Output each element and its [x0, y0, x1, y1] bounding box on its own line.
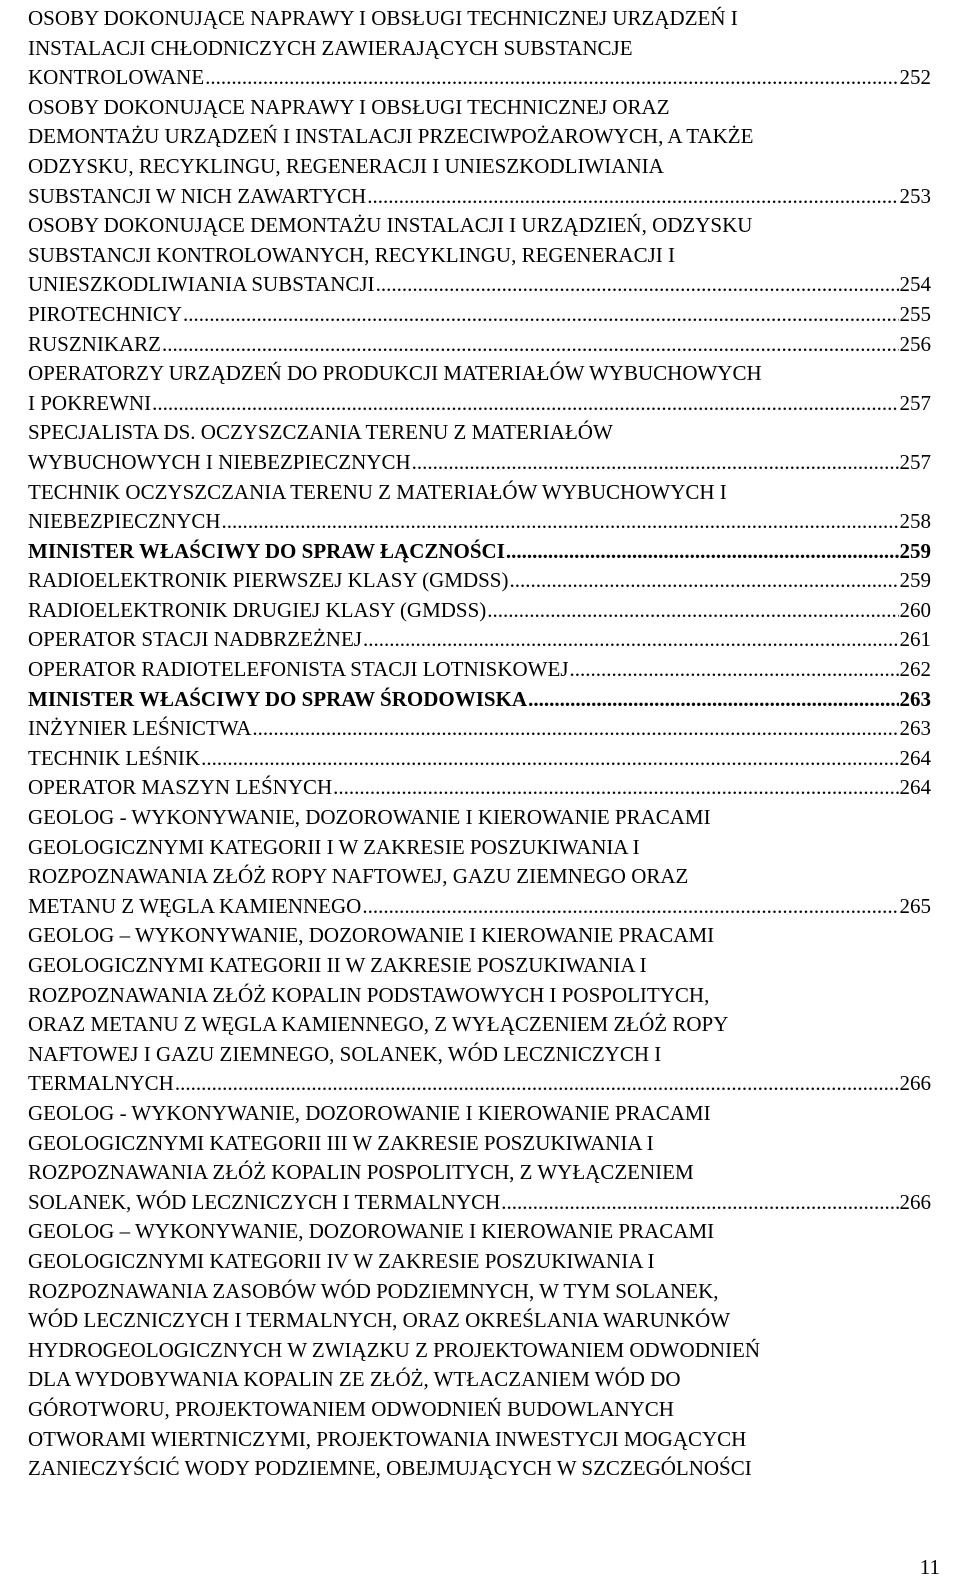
toc-entry-text: TERMALNYCH — [28, 1071, 174, 1096]
dot-leader — [205, 63, 898, 93]
toc-entry[interactable] — [28, 921, 931, 1099]
toc-entry[interactable] — [28, 714, 931, 744]
toc-entry-text: GEOLOG - WYKONYWANIE, DOZOROWANIE I KIEROWANIE PRACAMI — [28, 1100, 711, 1125]
toc-entry[interactable] — [28, 330, 931, 360]
toc-entry-last-line — [28, 625, 931, 655]
toc-entry-text: GEOLOGICZNYMI KATEGORII II W ZAKRESIE POSZUKIWANIA I — [28, 953, 647, 977]
toc-entry-last-line — [28, 63, 931, 93]
toc-entry-text: OTWORAMI WIERTNICZYMI, PROJEKTOWANIA INWESTYCJI MOGĄCYCH — [28, 1426, 747, 1451]
toc-entry[interactable] — [28, 93, 931, 211]
table-of-contents — [28, 4, 931, 1484]
dot-leader — [501, 1188, 898, 1218]
toc-entry[interactable] — [28, 4, 931, 93]
toc-entry-text: DEMONTAŻU URZĄDZEŃ I INSTALACJI PRZECIWPOŻAROWYCH, A TAKŻE — [28, 124, 754, 149]
toc-entry-text: INSTALACJI CHŁODNICZYCH ZAWIERAJĄCYCH SUBSTANCJE — [28, 35, 633, 60]
toc-entry-last-line — [28, 1069, 931, 1099]
toc-entry-text: ROZPOZNAWANIA ZŁÓŻ KOPALIN PODSTAWOWYCH I POSPOLITYCH, — [28, 982, 710, 1007]
toc-entry-text: DLA WYDOBYWANIA KOPALIN ZE ZŁÓŻ, WTŁACZANIEM WÓD DO — [28, 1367, 681, 1392]
dot-leader — [201, 744, 898, 774]
toc-entry-text: OSOBY DOKONUJĄCE NAPRAWY I OBSŁUGI TECHNICZNEJ ORAZ — [28, 94, 670, 119]
toc-entry-text: RADIOELEKTRONIK DRUGIEJ KLASY (GMDSS) — [28, 597, 487, 622]
toc-entry[interactable] — [28, 655, 931, 685]
toc-entry-last-line — [28, 389, 931, 419]
toc-entry-text: ROZPOZNAWANIA ZŁÓŻ ROPY NAFTOWEJ, GAZU ZIEMNEGO ORAZ — [28, 864, 689, 889]
toc-entry-text: INŻYNIER LEŚNICTWA — [28, 716, 252, 741]
toc-page-number: 252 — [899, 65, 931, 90]
toc-entry-text: GÓROTWORU, PROJEKTOWANIEM ODWODNIEŃ BUDOWLANYCH — [28, 1396, 674, 1421]
dot-leader — [175, 1069, 899, 1099]
toc-entry-last-line — [28, 685, 931, 715]
toc-entry[interactable] — [28, 478, 931, 537]
toc-entry-text: ROZPOZNAWANIA ZASOBÓW WÓD PODZIEMNYCH, W TYM SOLANEK, — [28, 1278, 719, 1303]
dot-leader — [363, 625, 899, 655]
toc-entry[interactable] — [28, 418, 931, 477]
dot-leader — [362, 892, 898, 922]
toc-entry-text: NIEBEZPIECZNYCH — [28, 509, 221, 534]
dot-leader — [487, 596, 898, 626]
toc-entry[interactable] — [28, 566, 931, 596]
dot-leader — [506, 537, 899, 567]
toc-entry[interactable] — [28, 1217, 931, 1483]
toc-entry-text: SPECJALISTA DS. OCZYSZCZANIA TERENU Z MATERIAŁÓW — [28, 420, 613, 445]
toc-page-number: 263 — [899, 686, 931, 711]
toc-page-number: 258 — [899, 509, 931, 534]
toc-entry-text: WÓD LECZNICZYCH I TERMALNYCH, ORAZ OKREŚLANIA WARUNKÓW — [28, 1308, 731, 1333]
toc-page-number: 254 — [899, 272, 931, 297]
toc-page-number: 253 — [899, 183, 931, 208]
toc-entry[interactable] — [28, 300, 931, 330]
toc-entry[interactable] — [28, 1099, 931, 1217]
toc-entry-text: TECHNIK OCZYSZCZANIA TERENU Z MATERIAŁÓW WYBUCHOWYCH I — [28, 479, 727, 504]
toc-entry-text: OPERATOR RADIOTELEFONISTA STACJI LOTNISKOWEJ — [28, 657, 569, 682]
toc-entry-last-line — [28, 330, 931, 360]
toc-entry-text: HYDROGEOLOGICZNYCH W ZWIĄZKU Z PROJEKTOWANIEM ODWODNIEŃ — [28, 1337, 761, 1362]
toc-entry-last-line — [28, 892, 931, 922]
toc-entry-text: GEOLOGICZNYMI KATEGORII III W ZAKRESIE POSZUKIWANIA I — [28, 1130, 654, 1155]
toc-entry-text: ODZYSKU, RECYKLINGU, REGENERACJI I UNIESZKODLIWIANIA — [28, 153, 664, 178]
dot-leader — [222, 507, 899, 537]
toc-entry-text: MINISTER WŁAŚCIWY DO SPRAW ŚRODOWISKA — [28, 686, 528, 711]
toc-entry-text: GEOLOG – WYKONYWANIE, DOZOROWANIE I KIEROWANIE PRACAMI — [28, 923, 715, 948]
toc-page-number: 257 — [899, 390, 931, 415]
toc-entry-text: ORAZ METANU Z WĘGLA KAMIENNEGO, Z WYŁĄCZENIEM ZŁÓŻ ROPY — [28, 1012, 729, 1037]
dot-leader — [252, 714, 898, 744]
toc-entry-text: OSOBY DOKONUJĄCE NAPRAWY I OBSŁUGI TECHNICZNEJ URZĄDZEŃ I — [28, 6, 738, 30]
toc-entry[interactable] — [28, 596, 931, 626]
toc-entry-text: OPERATOR STACJI NADBRZEŻNEJ — [28, 627, 362, 652]
toc-page-number: 256 — [899, 331, 931, 356]
toc-entry-last-line — [28, 1188, 931, 1218]
dot-leader — [367, 182, 898, 212]
dot-leader — [570, 655, 899, 685]
dot-leader — [412, 448, 899, 478]
toc-entry-text: ZANIECZYŚCIĆ WODY PODZIEMNE, OBEJMUJĄCYCH W SZCZEGÓLNOŚCI — [28, 1456, 752, 1481]
page-number: 11 — [919, 1555, 940, 1579]
toc-page-number: 259 — [899, 568, 931, 593]
toc-entry-text: KONTROLOWANE — [28, 65, 205, 90]
toc-entry-text: SUBSTANCJI W NICH ZAWARTYCH — [28, 183, 367, 208]
toc-entry-last-line — [28, 448, 931, 478]
toc-entry-text: NAFTOWEJ I GAZU ZIEMNEGO, SOLANEK, WÓD LECZNICZYCH I — [28, 1041, 662, 1066]
toc-page-number: 260 — [899, 597, 931, 622]
toc-entry-last-line — [28, 182, 931, 212]
toc-page-number: 257 — [899, 449, 931, 474]
toc-entry-last-line — [28, 566, 931, 596]
toc-entry-text: TECHNIK LEŚNIK — [28, 745, 201, 770]
toc-entry[interactable] — [28, 773, 931, 803]
dot-leader — [183, 300, 898, 330]
toc-entry-last-line — [28, 300, 931, 330]
toc-entry-last-line — [28, 507, 931, 537]
toc-entry-text: WYBUCHOWYCH I NIEBEZPIECZNYCH — [28, 449, 411, 474]
toc-entry-last-line — [28, 655, 931, 685]
toc-entry-text: GEOLOG – WYKONYWANIE, DOZOROWANIE I KIEROWANIE PRACAMI — [28, 1219, 715, 1244]
toc-page-number: 264 — [899, 775, 931, 800]
toc-page-number: 264 — [899, 745, 931, 770]
toc-entry-last-line — [28, 537, 931, 567]
dot-leader — [333, 773, 898, 803]
dot-leader — [376, 270, 899, 300]
toc-entry[interactable] — [28, 625, 931, 655]
toc-entry[interactable] — [28, 211, 931, 300]
toc-entry-text: METANU Z WĘGLA KAMIENNEGO — [28, 893, 362, 918]
toc-page-number: 266 — [899, 1189, 931, 1214]
toc-page-number: 255 — [899, 301, 931, 326]
toc-entry-text: I POKREWNI — [28, 390, 152, 415]
toc-entry[interactable] — [28, 803, 931, 921]
toc-entry-text: OSOBY DOKONUJĄCE DEMONTAŻU INSTALACJI I URZĄDZIEŃ, ODZYSKU — [28, 213, 753, 238]
toc-page-number: 261 — [899, 627, 931, 652]
toc-entry-text: OPERATOR MASZYN LEŚNYCH — [28, 775, 333, 800]
dot-leader — [509, 566, 898, 596]
dot-leader — [162, 330, 898, 360]
toc-entry-text: SOLANEK, WÓD LECZNICZYCH I TERMALNYCH — [28, 1189, 501, 1214]
toc-entry-last-line — [28, 596, 931, 626]
toc-entry-last-line — [28, 744, 931, 774]
toc-entry-text: PIROTECHNICY — [28, 301, 183, 326]
toc-entry-text: SUBSTANCJI KONTROLOWANYCH, RECYKLINGU, REGENERACJI I — [28, 242, 675, 267]
toc-entry[interactable] — [28, 685, 931, 715]
toc-entry-last-line — [28, 270, 931, 300]
toc-entry[interactable] — [28, 537, 931, 567]
toc-entry-text: OPERATORZY URZĄDZEŃ DO PRODUKCJI MATERIAŁÓW WYBUCHOWYCH — [28, 361, 762, 386]
toc-entry[interactable] — [28, 744, 931, 774]
toc-page-number: 262 — [899, 657, 931, 682]
toc-entry-text: RUSZNIKARZ — [28, 331, 162, 356]
dot-leader — [152, 389, 898, 419]
toc-entry-text: GEOLOGICZNYMI KATEGORII IV W ZAKRESIE POSZUKIWANIA I — [28, 1248, 655, 1273]
dot-leader — [528, 685, 898, 715]
toc-page-number: 259 — [899, 538, 931, 563]
toc-entry-last-line — [28, 773, 931, 803]
toc-entry-text: ROZPOZNAWANIA ZŁÓŻ KOPALIN POSPOLITYCH, Z WYŁĄCZENIEM — [28, 1160, 694, 1185]
toc-entry-text: RADIOELEKTRONIK PIERWSZEJ KLASY (GMDSS) — [28, 568, 509, 593]
toc-entry-text: MINISTER WŁAŚCIWY DO SPRAW ŁĄCZNOŚCI — [28, 538, 505, 563]
toc-page-number: 263 — [899, 716, 931, 741]
toc-entry-text: UNIESZKODLIWIANIA SUBSTANCJI — [28, 272, 375, 297]
toc-page-number: 266 — [899, 1071, 931, 1096]
toc-page-number: 265 — [899, 893, 931, 918]
toc-entry-text: GEOLOG - WYKONYWANIE, DOZOROWANIE I KIEROWANIE PRACAMI — [28, 805, 711, 830]
toc-entry-text: GEOLOGICZNYMI KATEGORII I W ZAKRESIE POSZUKIWANIA I — [28, 834, 640, 859]
toc-entry[interactable] — [28, 359, 931, 418]
toc-entry-last-line — [28, 714, 931, 744]
